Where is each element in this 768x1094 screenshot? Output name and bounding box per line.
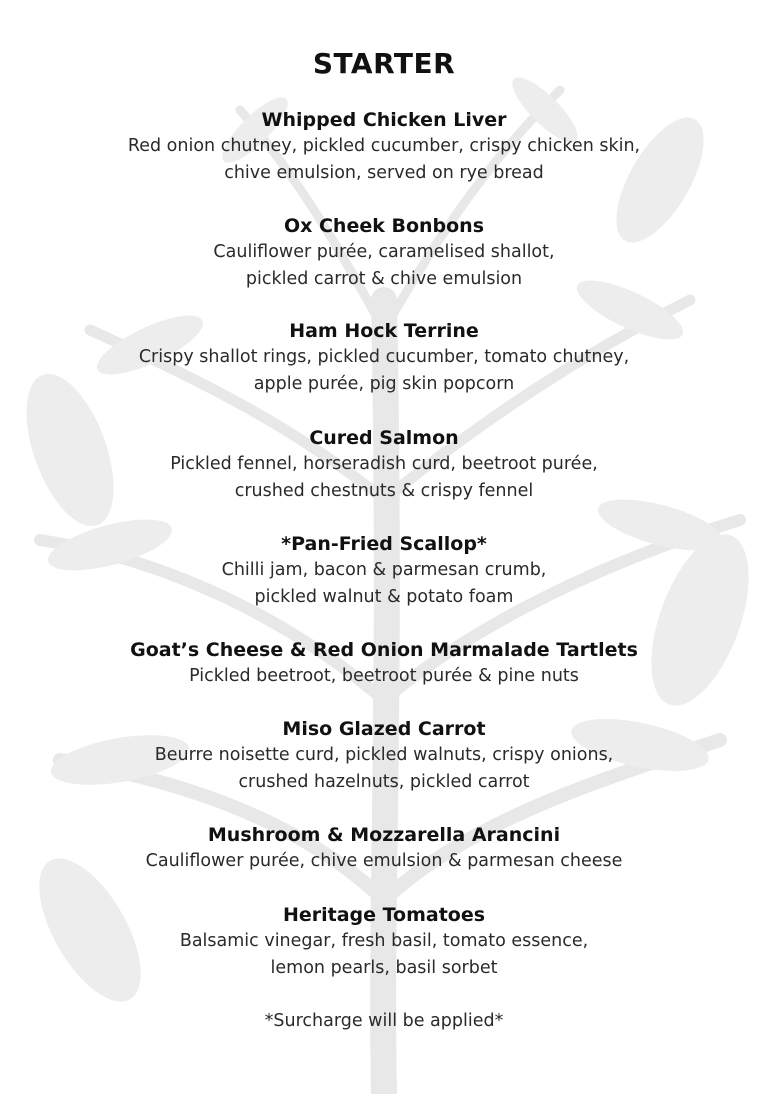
dish-description: Cauliflower purée, chive emulsion & parmesan cheese [145,851,623,871]
dish-description: Pickled fennel, horseradish curd, beetroot purée, [170,454,598,474]
dish-description: chive emulsion, served on rye bread [224,162,544,183]
dish-description: Crispy shallot rings, pickled cucumber, tomato chutney, [138,347,630,367]
menu-item [0,213,768,292]
dish-name: Heritage Tomatoes [282,904,486,926]
menu-item [0,318,768,397]
section-title: STARTER [312,47,456,80]
menu-item [0,531,768,610]
dish-name: *Pan-Fried Scallop* [281,533,487,555]
dish-name: Ox Cheek Bonbons [283,215,485,237]
dish-description: pickled walnut & potato foam [254,586,514,607]
dish-description: crushed hazelnuts, pickled carrot [238,771,530,792]
dish-description: crushed chestnuts & crispy fennel [234,480,534,501]
dish-description: Chilli jam, bacon & parmesan crumb, [221,560,547,580]
dish-name: Cured Salmon [309,427,459,449]
surcharge-note: *Surcharge will be applied* [264,1011,504,1031]
dish-description: pickled carrot & chive emulsion [245,268,523,289]
dish-description: Red onion chutney, pickled cucumber, crispy chicken skin, [127,136,641,156]
dish-name: Ham Hock Terrine [289,320,479,342]
dish-description: Beurre noisette curd, pickled walnuts, crispy onions, [154,745,614,765]
menu-item [0,822,768,875]
dish-description: Cauliflower purée, caramelised shallot, [213,242,555,262]
menu-item [0,637,768,690]
menu-item [0,716,768,795]
dish-name: Mushroom & Mozzarella Arancini [207,824,561,846]
dish-name: Miso Glazed Carrot [282,718,486,740]
menu-item [0,902,768,981]
dish-name: Whipped Chicken Liver [261,109,507,131]
dish-description: Pickled beetroot, beetroot purée & pine nuts [189,666,579,686]
menu-item [0,425,768,504]
menu-item [0,107,768,186]
dish-name: Goat’s Cheese & Red Onion Marmalade Tartlets [130,639,638,661]
dish-description: apple purée, pig skin popcorn [253,373,515,394]
dish-description: lemon pearls, basil sorbet [270,957,498,978]
dish-description: Balsamic vinegar, fresh basil, tomato essence, [179,931,589,951]
